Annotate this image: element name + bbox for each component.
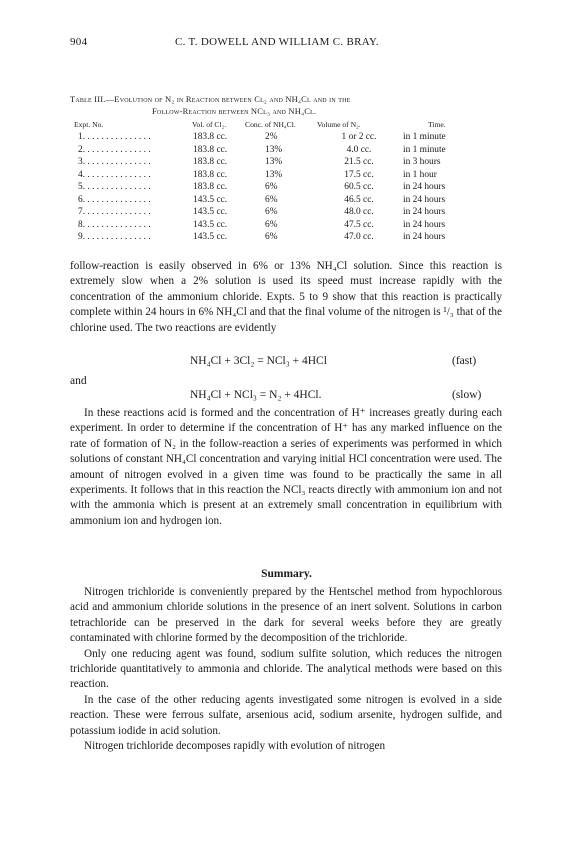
summary-paragraph: Only one reducing agent was found, sodium sulfite solution, which reduces the nitrogen trichloride quantitatively to ammonia and chloride. The analytical methods were based on this reaction. [70,647,502,691]
equation-1-note: (fast) [452,355,477,367]
col-header-vol-n2: Volume of N₂. [317,120,361,129]
table-row [78,144,473,157]
vol-cl2-cell: 183.8 cc. [193,182,228,192]
vol-n2-cell: 48.0 cc. [344,207,374,217]
summary-paragraph: Nitrogen trichloride decomposes rapidly with evolution of nitrogen [84,740,386,753]
conc-nh4cl-cell: 6% [265,232,278,242]
table-row [78,181,473,194]
expt-number: 2. . . . . . . . . . . . . . . [78,144,151,155]
vol-n2-cell: 4.0 cc. [346,144,372,155]
vol-cl2-cell: 143.5 cc. [193,219,228,230]
vol-n2-cell: 17.5 cc. [344,169,374,180]
equation-2-note: (slow) [452,389,482,401]
conc-nh4cl-cell: 6% [265,182,278,192]
conc-nh4cl-cell: 13% [265,169,283,180]
and-word: and [70,375,87,387]
conc-nh4cl-cell: 13% [265,157,283,167]
table-row [78,194,473,207]
expt-number: 8. . . . . . . . . . . . . . . [78,219,151,230]
vol-n2-cell: 47.0 cc. [344,232,374,242]
time-cell: in 24 hours [403,207,446,217]
vol-n2-cell: 47.5 cc. [344,219,374,230]
conc-nh4cl-cell: 2% [265,132,278,142]
vol-cl2-cell: 143.5 cc. [193,194,228,205]
expt-number: 1. . . . . . . . . . . . . . . [78,132,151,142]
vol-cl2-cell: 143.5 cc. [193,207,228,217]
vol-n2-cell: 46.5 cc. [344,194,374,205]
table-row [78,156,473,169]
conc-nh4cl-cell: 13% [265,144,283,155]
time-cell: in 1 minute [403,144,446,155]
expt-number: 4. . . . . . . . . . . . . . . [78,169,151,180]
summary-body [70,585,502,754]
table-row [78,131,473,144]
running-title: C. T. DOWELL AND WILLIAM C. BRAY. [175,36,379,48]
col-header-time: Time. [428,120,446,129]
paragraph-acid-influence: In these reactions acid is formed and the concentration of H⁺ increases greatly during each experiment. In order to determine if the concentration of H⁺ has any marked influence on the rate of formation of N₂ in the follow-reaction a series of experiments was performed in which solutions of constant NH₄Cl concentration and varying initial HCl concentration were used. The amount of nitrogen evolved in a given time was found to be practically the same in all experiments. It follows that in this reaction the NCl₃ reacts directly with ammonium ion and not with the ammonia which is present at an extremely small concentration in equilibrium with ammonium ion and hydrogen ion. [70,407,502,527]
summary-paragraph: Nitrogen trichloride is conveniently prepared by the Hentschel method from hypochlorous acid and ammonium chloride solutions in the presence of an inert solvent. Solutions in carbon tetrachloride can be preserved in the dark for several weeks before they are greatly contaminated with chlorine formed by the decomposition of the trichloride. [70,586,502,645]
expt-number: 9. . . . . . . . . . . . . . . [78,232,151,242]
expt-number: 6. . . . . . . . . . . . . . . [78,194,151,205]
summary-paragraph: In the case of the other reducing agents investigated some nitrogen is evolved in a side reaction. These were ferrous sulfate, arsenious acid, sodium arsenite, hydrogen sulfide, and potassium iodide in acid solution. [70,693,502,737]
vol-cl2-cell: 183.8 cc. [193,157,228,167]
time-cell: in 24 hours [403,219,446,230]
time-cell: in 1 hour [403,169,437,180]
time-cell: in 3 hours [403,157,441,167]
expt-number: 5. . . . . . . . . . . . . . . [78,182,151,192]
summary-heading: Summary. [261,568,312,580]
vol-n2-cell: 60.5 cc. [344,182,374,192]
time-cell: in 24 hours [403,182,446,192]
time-cell: in 24 hours [403,232,446,242]
conc-nh4cl-cell: 6% [265,219,278,230]
table-row [78,206,473,219]
col-header-vol-cl2: Vol. of Cl₂. [192,120,227,129]
table-row [78,219,473,232]
paragraph-follow-reaction: follow-reaction is easily observed in 6% or 13% NH₄Cl solution. Since this reaction is extremely slow when a 2% solution is used its speed must increase rapidly with the concentration of the ammonium chloride. Expts. 5 to 9 show that this reaction is practically complete within 24 hours in 6% NH₄Cl and that the final volume of the nitrogen is ¹/₃ that of the chlorine used. The two reactions are evidently [70,260,502,334]
col-header-conc: Conc. of NH₄Cl. [245,120,296,129]
time-cell: in 1 minute [403,132,446,142]
table-caption-line2: Follow-Reaction between NCl₃ and NH₄Cl. [152,106,317,116]
col-header-expt: Expt. No. [74,120,104,129]
table-row [78,231,473,244]
vol-cl2-cell: 183.8 cc. [193,132,228,142]
conc-nh4cl-cell: 6% [265,207,278,217]
equation-2: NH₄Cl + NCl₃ = N₂ + 4HCl. [190,389,322,401]
equation-1: NH₄Cl + 3Cl₂ = NCl₃ + 4HCl [190,355,327,367]
expt-number: 7. . . . . . . . . . . . . . . [78,207,151,217]
table-caption-line1: Table III.—Evolution of N₂ in Reaction between Cl₂ and NH₄Cl and in the [70,94,351,104]
vol-cl2-cell: 143.5 cc. [193,232,228,242]
vol-cl2-cell: 183.8 cc. [193,144,228,155]
page-number: 904 [70,36,88,48]
conc-nh4cl-cell: 6% [265,194,278,205]
vol-n2-cell: 1 or 2 cc. [341,132,377,142]
table-row [78,169,473,182]
data-table [78,131,473,244]
vol-n2-cell: 21.5 cc. [344,157,374,167]
time-cell: in 24 hours [403,194,446,205]
vol-cl2-cell: 183.8 cc. [193,169,228,180]
expt-number: 3. . . . . . . . . . . . . . . [78,157,151,167]
